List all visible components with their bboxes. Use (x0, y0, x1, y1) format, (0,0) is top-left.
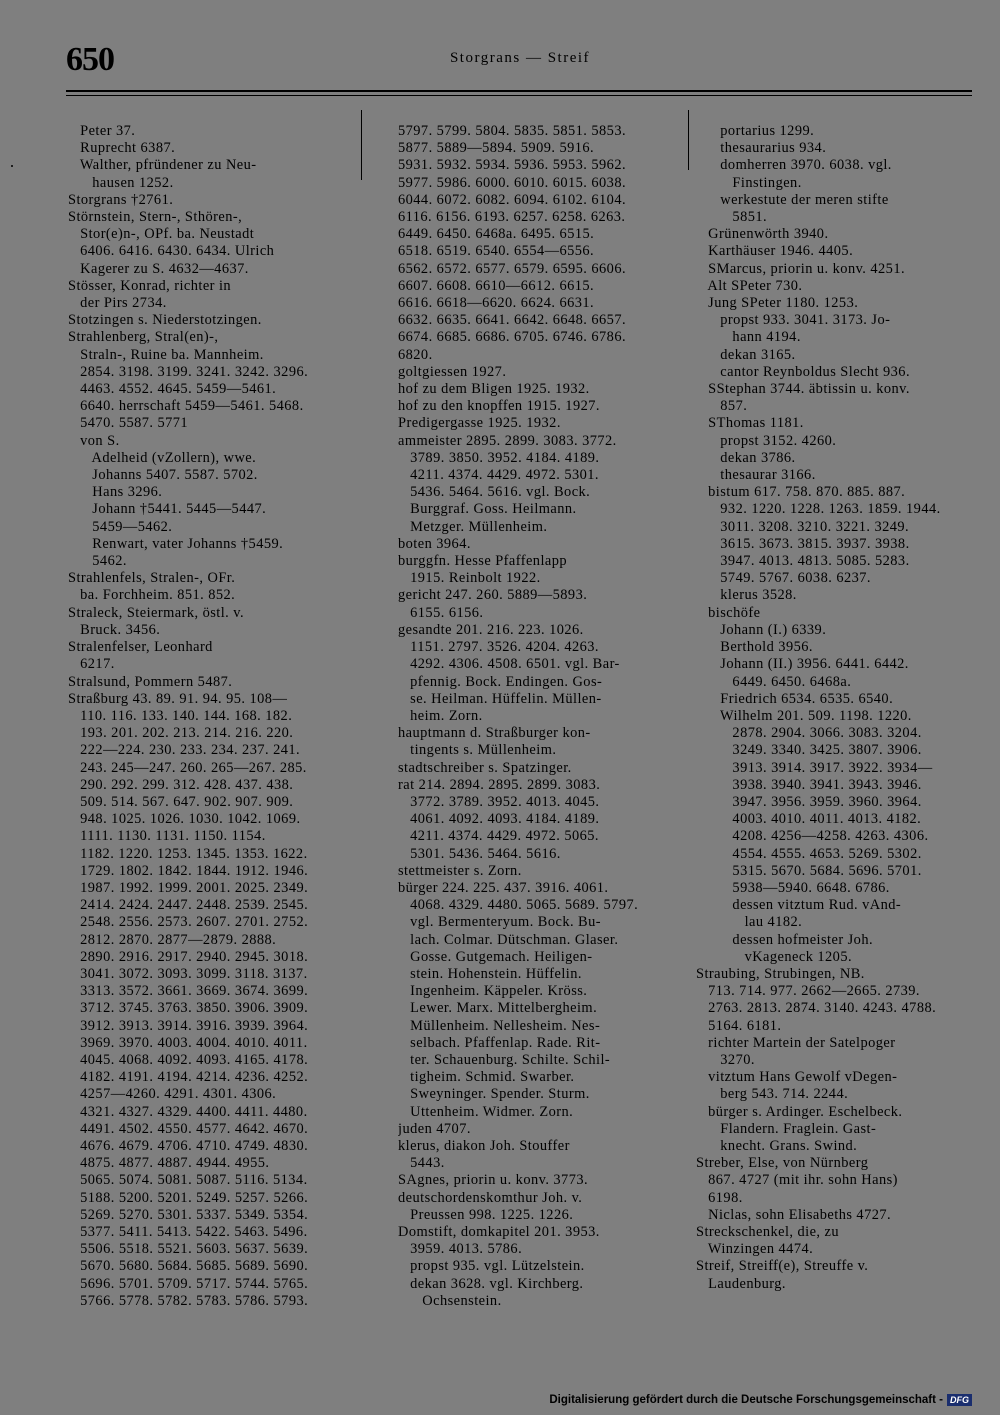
running-head: Storgrans — Streif (449, 50, 591, 66)
index-line: 6607. 6608. 6610—6612. 6615. (398, 277, 595, 294)
index-line: 4554. 4555. 4653. 5269. 5302. (696, 845, 922, 862)
index-line: berg 543. 714. 2244. (696, 1086, 849, 1103)
index-line: Domstift, domkapitel 201. 3953. (398, 1224, 600, 1240)
index-line: 3772. 3789. 3952. 4013. 4045. (398, 793, 600, 810)
index-line: 932. 1220. 1228. 1263. 1859. 1944. (696, 501, 941, 518)
index-line: 509. 514. 567. 647. 902. 907. 909. (68, 793, 294, 810)
index-line: 4676. 4679. 4706. 4710. 4749. 4830. (68, 1137, 309, 1154)
index-line: thesaurar 3166. (696, 467, 816, 484)
index-line: 4208. 4256—4258. 4263. 4306. (696, 828, 929, 845)
index-line: 5749. 5767. 6038. 6237. (696, 570, 871, 587)
index-line: heim. Zorn. (398, 707, 483, 724)
index-line: Friedrich 6534. 6535. 6540. (696, 690, 894, 707)
index-line: 2854. 3198. 3199. 3241. 3242. 3296. (68, 363, 309, 380)
column-divider (361, 110, 362, 180)
index-line: Stotzingen s. Niederstotzingen. (68, 312, 262, 329)
index-line: Preussen 998. 1225. 1226. (398, 1206, 574, 1223)
index-line: Stor(e)n-, OPf. ba. Neustadt (68, 226, 255, 243)
index-line: 3313. 3572. 3661. 3669. 3674. 3699. (68, 983, 309, 1000)
index-line: 6674. 6685. 6686. 6705. 6746. 6786. (398, 329, 627, 346)
index-line: 4211. 4374. 4429. 4972. 5065. (398, 828, 599, 845)
index-line: 4463. 4552. 4645. 5459—5461. (68, 381, 277, 398)
index-line: Niclas, sohn Elisabeths 4727. (696, 1206, 892, 1223)
dfg-logo: DFG (947, 1394, 972, 1406)
index-line: burggfn. Hesse Pfaffenlapp (398, 553, 568, 570)
index-line: selbach. Pfaffenlap. Rade. Rit- (398, 1034, 601, 1051)
index-line: vgl. Bermenteryum. Bock. Bu- (398, 914, 601, 931)
scan-speck (11, 165, 13, 167)
index-line: 6518. 6519. 6540. 6554—6556. (398, 243, 595, 260)
index-line: 5377. 5411. 5413. 5422. 5463. 5496. (68, 1224, 308, 1240)
index-line: Peter 37. (68, 123, 136, 139)
index-line: 243. 245—247. 260. 265—267. 285. (68, 759, 307, 776)
index-line: 4491. 4502. 4550. 4577. 4642. 4670. (68, 1120, 309, 1137)
index-line: von S. (68, 432, 120, 449)
index-line: 6562. 6572. 6577. 6579. 6595. 6606. (398, 260, 627, 277)
index-line: propst 935. vgl. Lützelstein. (398, 1258, 585, 1275)
index-line: der Pirs 2734. (68, 295, 167, 312)
index-line: 5877. 5889—5894. 5909. 5916. (398, 140, 595, 157)
index-line: 5164. 6181. (696, 1017, 782, 1034)
index-line: Johanns 5407. 5587. 5702. (68, 467, 258, 484)
index-line: portarius 1299. (696, 123, 815, 139)
footer-credit (549, 1394, 972, 1406)
index-line: gesandte 201. 216. 223. 1026. (398, 621, 584, 638)
index-line: ammeister 2895. 2899. 3083. 3772. (398, 432, 617, 449)
index-line: Stralsund, Pommern 5487. (68, 673, 233, 690)
index-line: 948. 1025. 1026. 1030. 1042. 1069. (68, 811, 301, 828)
index-line: Müllenheim. Nellesheim. Nes- (398, 1017, 601, 1034)
index-line: 713. 714. 977. 2662—2665. 2739. (696, 983, 920, 1000)
index-line: 1729. 1802. 1842. 1844. 1912. 1946. (68, 862, 309, 879)
index-line: Finstingen. (696, 174, 802, 191)
index-line: ter. Schauenburg. Schilte. Schil- (398, 1051, 611, 1068)
index-line: 193. 201. 202. 213. 214. 216. 220. (68, 725, 294, 742)
index-line: 5462. (68, 553, 127, 570)
index-column-1 (68, 123, 345, 1310)
index-line: 5766. 5778. 5782. 5783. 5786. 5793. (68, 1292, 309, 1309)
index-line: Laudenburg. (696, 1275, 786, 1292)
index-line: Predigergasse 1925. 1932. (398, 415, 561, 432)
index-line: 6406. 6416. 6430. 6434. Ulrich (68, 243, 275, 260)
index-line: SAgnes, priorin u. konv. 3773. (398, 1172, 589, 1189)
index-line: hof zu dem Bligen 1925. 1932. (398, 381, 590, 398)
index-line: 6820. (398, 346, 433, 363)
index-line: 290. 292. 299. 312. 428. 437. 438. (68, 776, 294, 793)
index-line: 5188. 5200. 5201. 5249. 5257. 5266. (68, 1189, 309, 1206)
index-line: 5696. 5701. 5709. 5717. 5744. 5765. (68, 1275, 309, 1292)
index-line: 4321. 4327. 4329. 4400. 4411. 4480. (68, 1103, 308, 1120)
index-line: Burggraf. Goss. Heilmann. (398, 501, 577, 518)
index-line: 3615. 3673. 3815. 3937. 3938. (696, 535, 910, 552)
index-line: 2548. 2556. 2573. 2607. 2701. 2752. (68, 914, 309, 931)
index-column-2 (398, 123, 660, 1310)
index-line: 867. 4727 (mit ihr. sohn Hans) (696, 1172, 898, 1189)
index-line: propst 3152. 4260. (696, 432, 837, 449)
index-line: bistum 617. 758. 870. 885. 887. (696, 484, 906, 501)
index-line: Stralenfelser, Leonhard (68, 639, 213, 656)
index-line: lau 4182. (696, 914, 803, 931)
index-line: 1182. 1220. 1253. 1345. 1353. 1622. (68, 845, 308, 862)
index-line: Bruck. 3456. (68, 621, 161, 638)
index-line: Wilhelm 201. 509. 1198. 1220. (696, 707, 912, 724)
index-line: Strahlenfels, Stralen-, OFr. (68, 570, 236, 587)
index-line: Renwart, vater Johanns †5459. (68, 535, 284, 552)
index-line: 5301. 5436. 5464. 5616. (398, 845, 561, 862)
index-line: 3938. 3940. 3941. 3943. 3946. (696, 776, 922, 793)
index-line: 3913. 3914. 3917. 3922. 3934— (696, 759, 933, 776)
index-line: Storgrans †2761. (68, 191, 174, 208)
index-line: Straßburg 43. 89. 91. 94. 95. 108— (68, 690, 288, 707)
index-line: 3270. (696, 1051, 755, 1068)
index-line: Strahlenberg, Stral(en)-, (68, 329, 219, 346)
index-line: dessen hofmeister Joh. (696, 931, 874, 948)
index-line: Berthold 3956. (696, 639, 813, 656)
index-line: Jung SPeter 1180. 1253. (696, 295, 859, 312)
index-line: 6217. (68, 656, 115, 673)
index-line: Streif, Streiff(e), Streuffe v. (696, 1258, 869, 1275)
index-line: 2763. 2813. 2874. 3140. 4243. 4788. (696, 1000, 937, 1017)
index-line: dekan 3628. vgl. Kirchberg. (398, 1275, 584, 1292)
index-line: Johann (II.) 3956. 6441. 6442. (696, 656, 909, 673)
index-line: hof zu den knopffen 1915. 1927. (398, 398, 600, 415)
index-line: 2890. 2916. 2917. 2940. 2945. 3018. (68, 948, 309, 965)
index-line: 5931. 5932. 5934. 5936. 5953. 5962. (398, 157, 627, 174)
index-line: 5977. 5986. 6000. 6010. 6015. 6038. (398, 174, 627, 191)
index-line: 5065. 5074. 5081. 5087. 5116. 5134. (68, 1172, 308, 1189)
index-line: stadtschreiber s. Spatzinger. (398, 759, 572, 776)
index-line: 110. 116. 133. 140. 144. 168. 182. (68, 707, 293, 724)
index-line: Stösser, Konrad, richter in (68, 277, 232, 294)
index-line: 5506. 5518. 5521. 5603. 5637. 5639. (68, 1241, 309, 1258)
index-line: 2414. 2424. 2447. 2448. 2539. 2545. (68, 897, 309, 914)
index-line: 5459—5462. (68, 518, 173, 535)
index-line: 5670. 5680. 5684. 5685. 5689. 5690. (68, 1258, 309, 1275)
index-line: werkestute der meren stifte (696, 191, 889, 208)
index-line: Winzingen 4474. (696, 1241, 814, 1258)
index-line: 1987. 1992. 1999. 2001. 2025. 2349. (68, 879, 309, 896)
index-line: 3959. 4013. 5786. (398, 1241, 523, 1258)
index-line: richter Martein der Satelpoger (696, 1034, 896, 1051)
index-line: 5851. (696, 209, 768, 226)
index-line: Straln-, Ruine ba. Mannheim. (68, 346, 264, 363)
index-line: 6116. 6156. 6193. 6257. 6258. 6263. (398, 209, 626, 226)
index-line: 4003. 4010. 4011. 4013. 4182. (696, 811, 922, 828)
index-line: bischöfe (696, 604, 761, 621)
index-line: 4875. 4877. 4887. 4944. 4955. (68, 1155, 270, 1172)
index-line: bürger 224. 225. 437. 3916. 4061. (398, 879, 609, 896)
index-line: juden 4707. (398, 1120, 471, 1137)
index-line: 6616. 6618—6620. 6624. 6631. (398, 295, 595, 312)
index-line: Gosse. Gutgemach. Heiligen- (398, 948, 593, 965)
index-line: boten 3964. (398, 535, 471, 552)
index-line: SStephan 3744. äbtissin u. konv. (696, 381, 910, 398)
index-line: stein. Hohenstein. Hüffelin. (398, 965, 582, 982)
header-rule (66, 90, 972, 96)
index-line: 5315. 5670. 5684. 5696. 5701. (696, 862, 922, 879)
index-line: hauptmann d. Straßburger kon- (398, 725, 591, 742)
index-line: domherren 3970. 6038. vgl. (696, 157, 892, 174)
index-line: Ingenheim. Käppeler. Kröss. (398, 983, 588, 1000)
index-line: 2812. 2870. 2877—2879. 2888. (68, 931, 277, 948)
index-line: rat 214. 2894. 2895. 2899. 3083. (398, 776, 601, 793)
index-line: lach. Colmar. Dütschman. Glaser. (398, 931, 619, 948)
index-line: Alt SPeter 730. (696, 277, 803, 294)
index-line: 6198. (696, 1189, 743, 1206)
index-line: Straubing, Strubingen, NB. (696, 965, 865, 982)
index-line: Walther, pfründener zu Neu- (68, 157, 257, 174)
index-line: 3249. 3340. 3425. 3807. 3906. (696, 742, 922, 759)
index-line: hausen 1252. (68, 174, 174, 191)
index-line: vKageneck 1205. (696, 948, 853, 965)
index-line: Hans 3296. (68, 484, 163, 501)
index-line: 5443. (398, 1155, 445, 1172)
index-line: SMarcus, priorin u. konv. 4251. (696, 260, 906, 277)
index-line: 5269. 5270. 5301. 5337. 5349. 5354. (68, 1206, 309, 1223)
index-line: klerus 3528. (696, 587, 797, 604)
index-line: 5470. 5587. 5771 (68, 415, 189, 432)
index-line: 3041. 3072. 3093. 3099. 3118. 3137. (68, 965, 308, 982)
index-line: Flandern. Fraglein. Gast- (696, 1120, 877, 1137)
index-line: Streber, Else, von Nürnberg (696, 1155, 869, 1172)
index-line: pfennig. Bock. Endingen. Gos- (398, 673, 603, 690)
index-line: 6640. herrschaft 5459—5461. 5468. (68, 398, 304, 415)
index-line: 3947. 3956. 3959. 3960. 3964. (696, 793, 922, 810)
index-line: 222—224. 230. 233. 234. 237. 241. (68, 742, 301, 759)
index-line: 3947. 4013. 4813. 5085. 5283. (696, 553, 910, 570)
index-line: propst 933. 3041. 3173. Jo- (696, 312, 891, 329)
index-line: 4068. 4329. 4480. 5065. 5689. 5797. (398, 897, 639, 914)
index-line: 4182. 4191. 4194. 4214. 4236. 4252. (68, 1069, 309, 1086)
index-line: 3011. 3208. 3210. 3221. 3249. (696, 518, 910, 535)
index-line: gericht 247. 260. 5889—5893. (398, 587, 588, 604)
index-line: 1915. Reinbolt 1922. (398, 570, 541, 587)
index-line: Uttenheim. Widmer. Zorn. (398, 1103, 574, 1120)
index-line: ba. Forchheim. 851. 852. (68, 587, 236, 604)
column-divider (688, 110, 689, 170)
index-line: Ruprecht 6387. (68, 140, 176, 157)
index-line: vitztum Hans Gewolf vDegen- (696, 1069, 898, 1086)
index-line: Metzger. Müllenheim. (398, 518, 548, 535)
index-line: 2878. 2904. 3066. 3083. 3204. (696, 725, 922, 742)
index-line: knecht. Grans. Swind. (696, 1137, 858, 1154)
index-line: 4045. 4068. 4092. 4093. 4165. 4178. (68, 1051, 309, 1068)
index-line: 1151. 2797. 3526. 4204. 4263. (398, 639, 599, 656)
index-line: Lewer. Marx. Mittelbergheim. (398, 1000, 598, 1017)
index-line: 3969. 3970. 4003. 4004. 4010. 4011. (68, 1034, 308, 1051)
index-line: bürger s. Ardinger. Eschelbeck. (696, 1103, 903, 1120)
index-line: Johann †5441. 5445—5447. (68, 501, 267, 518)
index-line: Kagerer zu S. 4632—4637. (68, 260, 249, 277)
index-line: 5436. 5464. 5616. vgl. Bock. (398, 484, 591, 501)
index-line: goltgiessen 1927. (398, 363, 507, 380)
index-line: hann 4194. (696, 329, 801, 346)
index-line: 3912. 3913. 3914. 3916. 3939. 3964. (68, 1017, 309, 1034)
index-line: 6155. 6156. (398, 604, 484, 621)
index-line: 3712. 3745. 3763. 3850. 3906. 3909. (68, 1000, 309, 1017)
index-line: 5797. 5799. 5804. 5835. 5851. 5853. (398, 123, 627, 139)
index-line: 857. (696, 398, 748, 415)
index-line: 6044. 6072. 6082. 6094. 6102. 6104. (398, 191, 627, 208)
index-line: SThomas 1181. (696, 415, 804, 432)
index-line: Grünenwörth 3940. (696, 226, 829, 243)
index-line: 4257—4260. 4291. 4301. 4306. (68, 1086, 277, 1103)
index-line: stettmeister s. Zorn. (398, 862, 522, 879)
index-line: Ochsenstein. (398, 1292, 502, 1309)
index-line: Sweyninger. Spender. Sturm. (398, 1086, 590, 1103)
index-line: Streckschenkel, die, zu (696, 1224, 840, 1240)
index-line: Johann (I.) 6339. (696, 621, 827, 638)
index-line: se. Heilman. Hüffelin. Müllen- (398, 690, 602, 707)
index-column-3 (696, 123, 976, 1293)
index-line: 6632. 6635. 6641. 6642. 6648. 6657. (398, 312, 627, 329)
index-line: 5938—5940. 6648. 6786. (696, 879, 890, 896)
index-line: tingents s. Müllenheim. (398, 742, 557, 759)
page-number: 650 (66, 41, 114, 78)
index-line: cantor Reynboldus Slecht 936. (696, 363, 910, 380)
index-line: 6449. 6450. 6468a. (696, 673, 852, 690)
index-line: dekan 3786. (696, 449, 796, 466)
index-line: dessen vitztum Rud. vAnd- (696, 897, 902, 914)
index-line: deutschordenskomthur Joh. v. (398, 1189, 583, 1206)
footer-text: Digitalisierung gefördert durch die Deutsche Forschungsgemeinschaft - (549, 1394, 943, 1406)
index-line: Karthäuser 1946. 4405. (696, 243, 854, 260)
index-line: 3789. 3850. 3952. 4184. 4189. (398, 449, 600, 466)
index-line: Adelheid (vZollern), wwe. (68, 449, 257, 466)
index-line: dekan 3165. (696, 346, 796, 363)
index-line: thesaurarius 934. (696, 140, 827, 157)
index-line: 1111. 1130. 1131. 1150. 1154. (68, 828, 266, 845)
index-line: 4061. 4092. 4093. 4184. 4189. (398, 811, 600, 828)
index-line: Störnstein, Stern-, Sthören-, (68, 209, 243, 226)
index-line: 6449. 6450. 6468a. 6495. 6515. (398, 226, 595, 243)
index-line: 4211. 4374. 4429. 4972. 5301. (398, 467, 599, 484)
index-line: klerus, diakon Joh. Stouffer (398, 1137, 570, 1154)
index-line: 4292. 4306. 4508. 6501. vgl. Bar- (398, 656, 620, 673)
index-line: Straleck, Steiermark, östl. v. (68, 604, 245, 621)
index-line: tigheim. Schmid. Swarber. (398, 1069, 575, 1086)
